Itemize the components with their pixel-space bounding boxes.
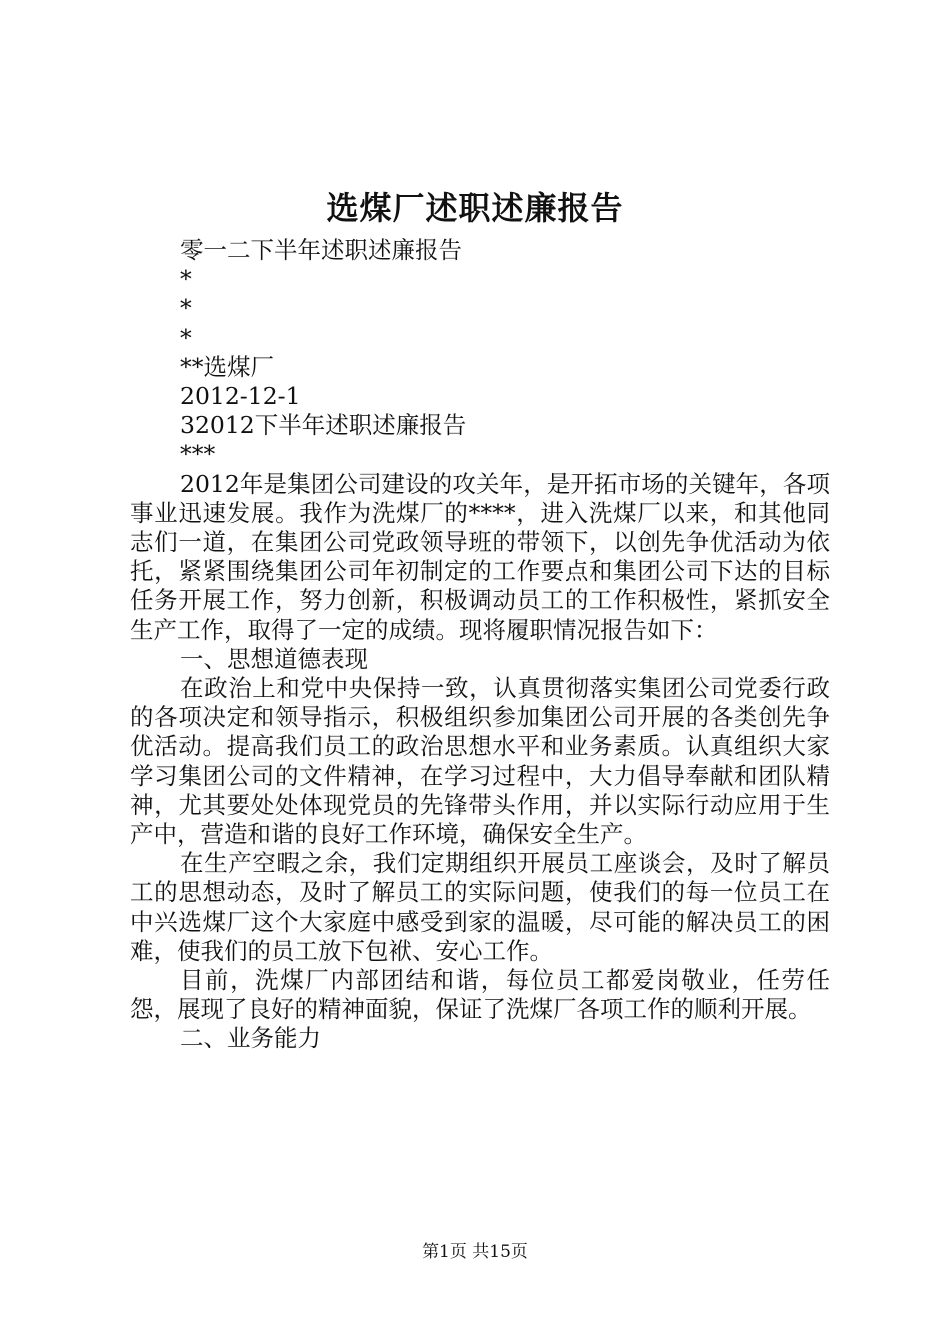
header-line: 32012下半年述职述廉报告 [180, 411, 467, 440]
header-line: * [180, 323, 192, 352]
document-title: 选煤厂述职述廉报告 [326, 189, 624, 227]
document-body [130, 236, 830, 1054]
section-heading: 一、思想道德表现 [180, 644, 368, 673]
paragraph: 目前，洗煤厂内部团结和谐，每位员工都爱岗敬业，任劳任怨，展现了良好的精神面貌，保证了洗煤厂各项工作的顺利开展。 [130, 966, 830, 1024]
paragraph: 在政治上和党中央保持一致，认真贯彻落实集团公司党委行政的各项决定和领导指示，积极组织参加集团公司开展的各类创先争优活动。提高我们员工的政治思想水平和业务素质。认真组织大家学习集团公司的文件精神，在学习过程中，大力倡导奉献和团队精神，尤其要处处体现党员的先锋带头作用，并以实际行动应用于生产中，营造和谐的良好工作环境，确保安全生产。 [130, 674, 830, 849]
header-line: *** [180, 440, 216, 469]
page-footer: 第1页 共15页 [422, 1242, 528, 1262]
header-line: 零一二下半年述职述廉报告 [180, 236, 462, 264]
header-line: * [180, 265, 192, 294]
paragraph: 在生产空暇之余，我们定期组织开展员工座谈会，及时了解员工的思想动态，及时了解员工的实际问题，使我们的每一位员工在中兴选煤厂这个大家庭中感受到家的温暖，尽可能的解决员工的困难，使我们的员工放下包袱、安心工作。 [130, 849, 830, 965]
header-line: **选煤厂 [180, 352, 274, 381]
section-heading: 二、业务能力 [180, 1024, 321, 1053]
header-line: 2012-12-1 [180, 382, 301, 411]
header-line: * [180, 294, 192, 323]
paragraph: 2012年是集团公司建设的攻关年，是开拓市场的关键年，各项事业迅速发展。我作为洗煤厂的****，进入洗煤厂以来，和其他同志们一道，在集团公司党政领导班的带领下，以创先争优活动为依托，紧紧围绕集团公司年初制定的工作要点和集团公司下达的目标任务开展工作，努力创新，积极调动员工的工作积极性，紧抓安全生产工作，取得了一定的成绩。现将履职情况报告如下： [130, 469, 830, 644]
